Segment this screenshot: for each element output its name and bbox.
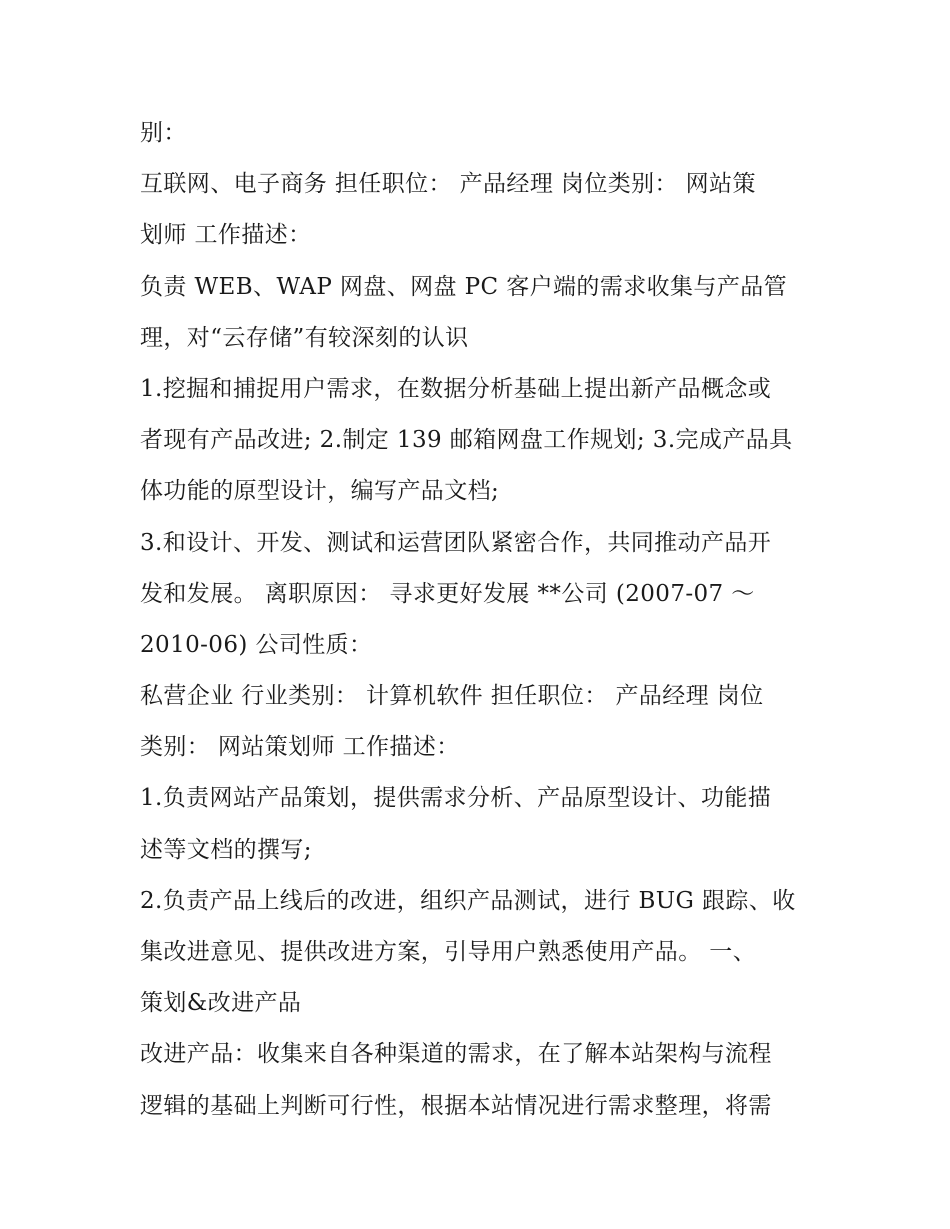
document-body [140, 108, 820, 1132]
text-line: 集改进意见、提供改进方案，引导用户熟悉使用产品。 一、 [140, 939, 757, 965]
text-line: 3.和设计、开发、测试和运营团队紧密合作，共同推动产品开 [140, 529, 772, 556]
text-line: 1.挖掘和捕捉用户需求，在数据分析基础上提出新产品概念或 [140, 375, 772, 402]
text-line: 策划&改进产品 [140, 990, 302, 1017]
text-line: 负责 WEB、WAP 网盘、网盘 PC 客户端的需求收集与产品管 [140, 273, 788, 300]
text-line: 1.负责网站产品策划，提供需求分析、产品原型设计、功能描 [140, 785, 772, 812]
text-line: 逻辑的基础上判断可行性，根据本站情况进行需求整理，将需 [140, 1092, 772, 1119]
text-line: 体功能的原型设计，编写产品文档; [140, 478, 500, 505]
text-line: 改进产品：收集来自各种渠道的需求，在了解本站架构与流程 [140, 1041, 772, 1068]
text-line: 2010-06) 公司性质： [140, 631, 373, 658]
text-line: 别： [140, 120, 187, 146]
text-line: 发和发展。 离职原因： 寻求更好发展 **公司 (2007-07 ～ [140, 580, 755, 607]
text-line: 者现有产品改进; 2.制定 139 邮箱网盘工作规划; 3.完成产品具 [140, 427, 793, 454]
text-line: 划师 工作描述： [140, 222, 312, 249]
text-line: 述等文档的撰写; [140, 836, 312, 863]
text-line: 2.负责产品上线后的改进，组织产品测试，进行 BUG 跟踪、收 [140, 887, 796, 914]
text-line: 互联网、电子商务 担任职位： 产品经理 岗位类别： 网站策 [140, 171, 756, 198]
text-line: 理，对“云存储”有较深刻的认识 [140, 324, 469, 351]
text-line: 类别： 网站策划师 工作描述： [140, 734, 460, 761]
text-line: 私营企业 行业类别： 计算机软件 担任职位： 产品经理 岗位 [140, 683, 764, 710]
